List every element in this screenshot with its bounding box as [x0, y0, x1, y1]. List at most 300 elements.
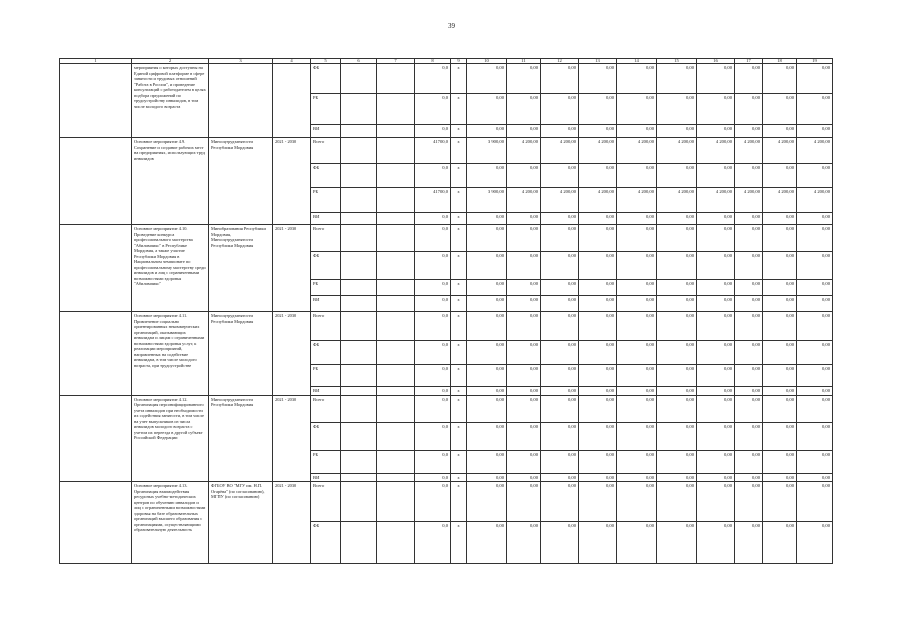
total-amount: 0,0 [415, 387, 451, 396]
year-amount: 0,00 [697, 387, 735, 396]
year-amount: 0,00 [763, 252, 797, 280]
period [273, 64, 311, 138]
year-amount: 0,00 [697, 422, 735, 450]
row-number-cell [60, 225, 132, 312]
empty-cell [341, 296, 377, 312]
funding-source: ФБ [311, 252, 341, 280]
x-mark: x [451, 225, 467, 252]
year-amount: 0,00 [579, 164, 617, 188]
measure-name: мероприятия о которых доступны на Единой цифровой платформе в сфере занятости и трудовых отношений "Работа в России", и проведение консультаций с работодателем в целях подбора предложений по трудоустройству инвалидов, в том числе молодого возраста [132, 64, 209, 138]
year-amount: 0,00 [579, 280, 617, 296]
year-amount: 0,00 [763, 341, 797, 365]
empty-cell [377, 213, 415, 225]
column-number: 18 [763, 59, 797, 64]
empty-cell [377, 188, 415, 213]
funding-source: Всего [311, 225, 341, 252]
year-amount: 0,00 [763, 164, 797, 188]
year-amount: 0,00 [579, 125, 617, 138]
funding-source: ФБ [311, 64, 341, 94]
empty-cell [377, 341, 415, 365]
column-number: 4 [273, 59, 311, 64]
total-amount: 0,0 [415, 450, 451, 473]
empty-cell [341, 94, 377, 125]
year-amount: 0,00 [735, 125, 763, 138]
year-amount: 0,00 [735, 280, 763, 296]
year-amount: 0,00 [617, 341, 657, 365]
executor: Минобразования Республики Мордовия, Минсоцтрудзанятости Республики Мордовия [209, 225, 273, 312]
table-row [60, 482, 833, 522]
year-amount: 0,00 [467, 94, 507, 125]
executor: Минсоцтрудзанятости Республики Мордовия [209, 312, 273, 396]
year-amount: 0,00 [657, 341, 697, 365]
year-amount: 0,00 [617, 522, 657, 564]
year-amount: 0,00 [541, 482, 579, 522]
year-amount: 0,00 [657, 387, 697, 396]
year-amount: 0,00 [579, 387, 617, 396]
empty-cell [377, 365, 415, 387]
year-amount: 0,00 [763, 395, 797, 422]
year-amount: 0,00 [797, 252, 833, 280]
x-mark: x [451, 252, 467, 280]
funding-source: Всего [311, 138, 341, 164]
year-amount: 0,00 [697, 341, 735, 365]
year-amount: 4 200,00 [697, 138, 735, 164]
executor: ФГБОУ ВО "МГУ им. Н.П. Огарёва" (по согласованию), МГПУ (по согласованию) [209, 482, 273, 564]
empty-cell [341, 522, 377, 564]
empty-cell [341, 341, 377, 365]
year-amount: 0,00 [507, 341, 541, 365]
total-amount: 0,0 [415, 164, 451, 188]
year-amount: 0,00 [697, 225, 735, 252]
year-amount: 0,00 [617, 164, 657, 188]
year-amount: 0,00 [541, 422, 579, 450]
empty-cell [341, 387, 377, 396]
year-amount: 0,00 [541, 213, 579, 225]
empty-cell [377, 125, 415, 138]
funding-source: РБ [311, 94, 341, 125]
year-amount: 0,00 [697, 473, 735, 482]
year-amount: 0,00 [579, 341, 617, 365]
year-amount: 0,00 [763, 473, 797, 482]
year-amount: 0,00 [579, 522, 617, 564]
empty-cell [341, 450, 377, 473]
total-amount: 41700,0 [415, 138, 451, 164]
column-number: 12 [541, 59, 579, 64]
year-amount: 0,00 [467, 280, 507, 296]
year-amount: 4 200,00 [697, 188, 735, 213]
x-mark: x [451, 450, 467, 473]
funding-source: ФБ [311, 422, 341, 450]
year-amount: 0,00 [507, 387, 541, 396]
year-amount: 4 200,00 [797, 138, 833, 164]
x-mark: x [451, 522, 467, 564]
year-amount: 0,00 [735, 296, 763, 312]
year-amount: 0,00 [697, 125, 735, 138]
total-amount: 0,0 [415, 522, 451, 564]
year-amount: 0,00 [763, 296, 797, 312]
year-amount: 0,00 [617, 280, 657, 296]
year-amount: 0,00 [697, 450, 735, 473]
year-amount: 0,00 [579, 450, 617, 473]
year-amount: 0,00 [735, 473, 763, 482]
year-amount: 0,00 [797, 387, 833, 396]
year-amount: 0,00 [797, 312, 833, 341]
year-amount: 4 200,00 [657, 138, 697, 164]
year-amount: 0,00 [797, 225, 833, 252]
funding-source: ВИ [311, 473, 341, 482]
year-amount: 0,00 [507, 225, 541, 252]
year-amount: 4 200,00 [735, 188, 763, 213]
year-amount: 0,00 [735, 450, 763, 473]
executor [209, 64, 273, 138]
year-amount: 4 200,00 [541, 188, 579, 213]
year-amount: 0,00 [541, 522, 579, 564]
total-amount: 41700,0 [415, 188, 451, 213]
year-amount: 0,00 [507, 395, 541, 422]
table-row [60, 395, 833, 422]
total-amount: 0,0 [415, 213, 451, 225]
year-amount: 0,00 [657, 365, 697, 387]
x-mark: x [451, 296, 467, 312]
executor: Минсоцтрудзанятости Республики Мордовия [209, 138, 273, 225]
funding-source: РБ [311, 450, 341, 473]
year-amount: 0,00 [541, 473, 579, 482]
year-amount: 0,00 [467, 473, 507, 482]
year-amount: 0,00 [541, 94, 579, 125]
column-number: 3 [209, 59, 273, 64]
empty-cell [377, 94, 415, 125]
year-amount: 0,00 [657, 164, 697, 188]
year-amount: 0,00 [467, 395, 507, 422]
funding-source: ВИ [311, 125, 341, 138]
empty-cell [377, 164, 415, 188]
year-amount: 0,00 [657, 252, 697, 280]
measure-name: Основное мероприятие 4.13. Организация взаимодействия ресурсных учебно-методических центров по обучению инвалидов и лиц с ограниченными возможностями здоровья на базе образовательных организаций высшего образования с организациями, осуществляющими образовательную деятельность [132, 482, 209, 564]
year-amount: 0,00 [657, 312, 697, 341]
year-amount: 0,00 [735, 482, 763, 522]
year-amount: 0,00 [735, 341, 763, 365]
year-amount: 0,00 [797, 280, 833, 296]
empty-cell [377, 395, 415, 422]
year-amount: 0,00 [467, 213, 507, 225]
x-mark: x [451, 94, 467, 125]
year-amount: 0,00 [763, 450, 797, 473]
year-amount: 4 200,00 [763, 188, 797, 213]
year-amount: 0,00 [507, 312, 541, 341]
year-amount: 0,00 [797, 296, 833, 312]
year-amount: 0,00 [735, 387, 763, 396]
year-amount: 0,00 [763, 482, 797, 522]
total-amount: 0,0 [415, 296, 451, 312]
year-amount: 0,00 [797, 125, 833, 138]
year-amount: 0,00 [657, 482, 697, 522]
column-number: 10 [467, 59, 507, 64]
year-amount: 0,00 [467, 387, 507, 396]
funding-source: РБ [311, 188, 341, 213]
measure-name: Основное мероприятие 4.12. Организация персонифицированного учета инвалидов при необходимости их содействия занятости, в том числе на учет выпускников из числа инвалидов молодого возраста с учетом их переезда в другой субъект Российской Федерации [132, 395, 209, 482]
year-amount: 0,00 [735, 64, 763, 94]
year-amount: 0,00 [467, 522, 507, 564]
year-amount: 0,00 [579, 395, 617, 422]
year-amount: 0,00 [541, 450, 579, 473]
funding-source: ВИ [311, 213, 341, 225]
year-amount: 0,00 [541, 387, 579, 396]
empty-cell [341, 482, 377, 522]
empty-cell [377, 387, 415, 396]
period: 2021 - 2030 [273, 395, 311, 482]
year-amount: 0,00 [467, 341, 507, 365]
year-amount: 0,00 [735, 522, 763, 564]
year-amount: 0,00 [797, 341, 833, 365]
total-amount: 0,0 [415, 365, 451, 387]
row-number-cell [60, 64, 132, 138]
column-number: 9 [451, 59, 467, 64]
year-amount: 0,00 [541, 341, 579, 365]
column-number: 6 [341, 59, 377, 64]
year-amount: 0,00 [697, 395, 735, 422]
year-amount: 0,00 [507, 365, 541, 387]
funding-source: ВИ [311, 387, 341, 396]
empty-cell [377, 473, 415, 482]
year-amount: 0,00 [541, 280, 579, 296]
year-amount: 0,00 [797, 482, 833, 522]
year-amount: 0,00 [763, 387, 797, 396]
total-amount: 0,0 [415, 225, 451, 252]
empty-cell [377, 312, 415, 341]
year-amount: 0,00 [697, 296, 735, 312]
year-amount: 0,00 [735, 422, 763, 450]
column-number: 7 [377, 59, 415, 64]
column-number: 1 [60, 59, 132, 64]
x-mark: x [451, 125, 467, 138]
empty-cell [341, 365, 377, 387]
year-amount: 0,00 [467, 312, 507, 341]
year-amount: 0,00 [697, 213, 735, 225]
year-amount: 0,00 [763, 94, 797, 125]
year-amount: 0,00 [735, 225, 763, 252]
year-amount: 0,00 [507, 280, 541, 296]
year-amount: 0,00 [697, 280, 735, 296]
column-number: 5 [311, 59, 341, 64]
total-amount: 0,0 [415, 252, 451, 280]
x-mark: x [451, 387, 467, 396]
empty-cell [341, 473, 377, 482]
year-amount: 0,00 [735, 365, 763, 387]
x-mark: x [451, 188, 467, 213]
funding-source: РБ [311, 280, 341, 296]
year-amount: 0,00 [763, 225, 797, 252]
column-number: 11 [507, 59, 541, 64]
year-amount: 0,00 [579, 422, 617, 450]
page-number: 39 [448, 22, 455, 30]
year-amount: 0,00 [507, 94, 541, 125]
table-body [60, 59, 833, 564]
year-amount: 0,00 [541, 252, 579, 280]
year-amount: 0,00 [763, 365, 797, 387]
year-amount: 0,00 [697, 482, 735, 522]
year-amount: 0,00 [617, 94, 657, 125]
funding-source: ФБ [311, 341, 341, 365]
empty-cell [341, 164, 377, 188]
year-amount: 0,00 [617, 213, 657, 225]
period: 2021 - 2030 [273, 225, 311, 312]
row-number-cell [60, 482, 132, 564]
empty-cell [341, 64, 377, 94]
year-amount: 0,00 [763, 64, 797, 94]
period: 2021 - 2030 [273, 482, 311, 564]
table-row [60, 64, 833, 94]
x-mark: x [451, 138, 467, 164]
year-amount: 0,00 [657, 94, 697, 125]
year-amount: 0,00 [617, 365, 657, 387]
empty-cell [341, 312, 377, 341]
year-amount: 0,00 [579, 64, 617, 94]
year-amount: 0,00 [697, 64, 735, 94]
year-amount: 0,00 [507, 125, 541, 138]
year-amount: 0,00 [697, 94, 735, 125]
year-amount: 0,00 [467, 482, 507, 522]
column-number: 15 [657, 59, 697, 64]
year-amount: 4 200,00 [735, 138, 763, 164]
x-mark: x [451, 365, 467, 387]
period: 2021 - 2030 [273, 138, 311, 225]
year-amount: 0,00 [541, 164, 579, 188]
empty-cell [341, 188, 377, 213]
empty-cell [377, 450, 415, 473]
year-amount: 4 200,00 [617, 188, 657, 213]
funding-source: ВИ [311, 296, 341, 312]
funding-source: ФБ [311, 164, 341, 188]
year-amount: 0,00 [697, 252, 735, 280]
funding-source: РБ [311, 365, 341, 387]
measure-name: Основное мероприятие 4.11. Привлечение социально ориентированных некоммерческих организаций, оказывающих инвалидам и лицам с ограниченными возможностями здоровья услуг, к реализации мероприятий, направленных на содействие инвалидам, в том числе молодого возраста, при трудоустройстве [132, 312, 209, 396]
year-amount: 0,00 [617, 252, 657, 280]
empty-cell [341, 422, 377, 450]
x-mark: x [451, 422, 467, 450]
year-amount: 0,00 [617, 473, 657, 482]
year-amount: 0,00 [579, 252, 617, 280]
year-amount: 0,00 [467, 422, 507, 450]
year-amount: 4 200,00 [763, 138, 797, 164]
year-amount: 0,00 [617, 395, 657, 422]
year-amount: 0,00 [697, 164, 735, 188]
year-amount: 0,00 [507, 252, 541, 280]
year-amount: 0,00 [617, 312, 657, 341]
year-amount: 0,00 [579, 94, 617, 125]
row-number-cell [60, 395, 132, 482]
year-amount: 0,00 [541, 365, 579, 387]
year-amount: 0,00 [467, 64, 507, 94]
column-number: 14 [617, 59, 657, 64]
empty-cell [377, 422, 415, 450]
year-amount: 0,00 [797, 395, 833, 422]
year-amount: 0,00 [763, 280, 797, 296]
year-amount: 0,00 [467, 125, 507, 138]
year-amount: 0,00 [657, 473, 697, 482]
year-amount: 0,00 [763, 125, 797, 138]
year-amount: 0,00 [657, 280, 697, 296]
year-amount: 0,00 [657, 522, 697, 564]
year-amount: 4 200,00 [579, 138, 617, 164]
total-amount: 0,0 [415, 94, 451, 125]
total-amount: 0,0 [415, 125, 451, 138]
empty-cell [341, 125, 377, 138]
year-amount: 0,00 [735, 312, 763, 341]
year-amount: 0,00 [797, 522, 833, 564]
empty-cell [341, 252, 377, 280]
table-row [60, 225, 833, 252]
year-amount: 4 200,00 [657, 188, 697, 213]
year-amount: 0,00 [735, 252, 763, 280]
column-number: 17 [735, 59, 763, 64]
total-amount: 0,0 [415, 341, 451, 365]
year-amount: 0,00 [579, 225, 617, 252]
year-amount: 0,00 [657, 296, 697, 312]
year-amount: 0,00 [797, 94, 833, 125]
year-amount: 0,00 [697, 365, 735, 387]
year-amount: 0,00 [763, 422, 797, 450]
year-amount: 0,00 [797, 473, 833, 482]
funding-source: Всего [311, 312, 341, 341]
table-row [60, 138, 833, 164]
year-amount: 0,00 [763, 312, 797, 341]
year-amount: 0,00 [467, 450, 507, 473]
year-amount: 0,00 [507, 164, 541, 188]
year-amount: 0,00 [657, 422, 697, 450]
empty-cell [341, 138, 377, 164]
year-amount: 0,00 [579, 473, 617, 482]
column-number: 13 [579, 59, 617, 64]
year-amount: 0,00 [541, 296, 579, 312]
year-amount: 0,00 [541, 64, 579, 94]
year-amount: 0,00 [657, 450, 697, 473]
empty-cell [377, 482, 415, 522]
measure-name: Основное мероприятие 4.9. Сохранение и создание рабочих мест на предприятиях, использующих труд инвалидов [132, 138, 209, 225]
empty-cell [341, 213, 377, 225]
year-amount: 0,00 [797, 213, 833, 225]
funding-source: Всего [311, 482, 341, 522]
x-mark: x [451, 164, 467, 188]
total-amount: 0,0 [415, 395, 451, 422]
x-mark: x [451, 395, 467, 422]
empty-cell [377, 252, 415, 280]
year-amount: 0,00 [697, 312, 735, 341]
year-amount: 0,00 [657, 225, 697, 252]
total-amount: 0,0 [415, 280, 451, 296]
column-number: 19 [797, 59, 833, 64]
row-number-cell [60, 312, 132, 396]
funding-source: Всего [311, 395, 341, 422]
year-amount: 0,00 [657, 395, 697, 422]
year-amount: 0,00 [797, 64, 833, 94]
year-amount: 0,00 [617, 225, 657, 252]
year-amount: 0,00 [467, 252, 507, 280]
measure-name: Основное мероприятие 4.10. Проведение конкурса профессионального мастерства "Абилимпикс" в Республике Мордовия, а также участие Республики Мордовия в Национальном чемпионате по профессиональному мастерству среди инвалидов и лиц с ограниченными возможностями здоровья "Абилимпикс" [132, 225, 209, 312]
x-mark: x [451, 280, 467, 296]
year-amount: 0,00 [735, 94, 763, 125]
year-amount: 0,00 [507, 213, 541, 225]
year-amount: 0,00 [467, 225, 507, 252]
year-amount: 4 200,00 [541, 138, 579, 164]
program-table [59, 58, 833, 564]
year-amount: 0,00 [797, 164, 833, 188]
empty-cell [377, 138, 415, 164]
year-amount: 0,00 [579, 312, 617, 341]
year-amount: 0,00 [541, 312, 579, 341]
year-amount: 0,00 [657, 213, 697, 225]
total-amount: 0,0 [415, 312, 451, 341]
year-amount: 0,00 [617, 422, 657, 450]
